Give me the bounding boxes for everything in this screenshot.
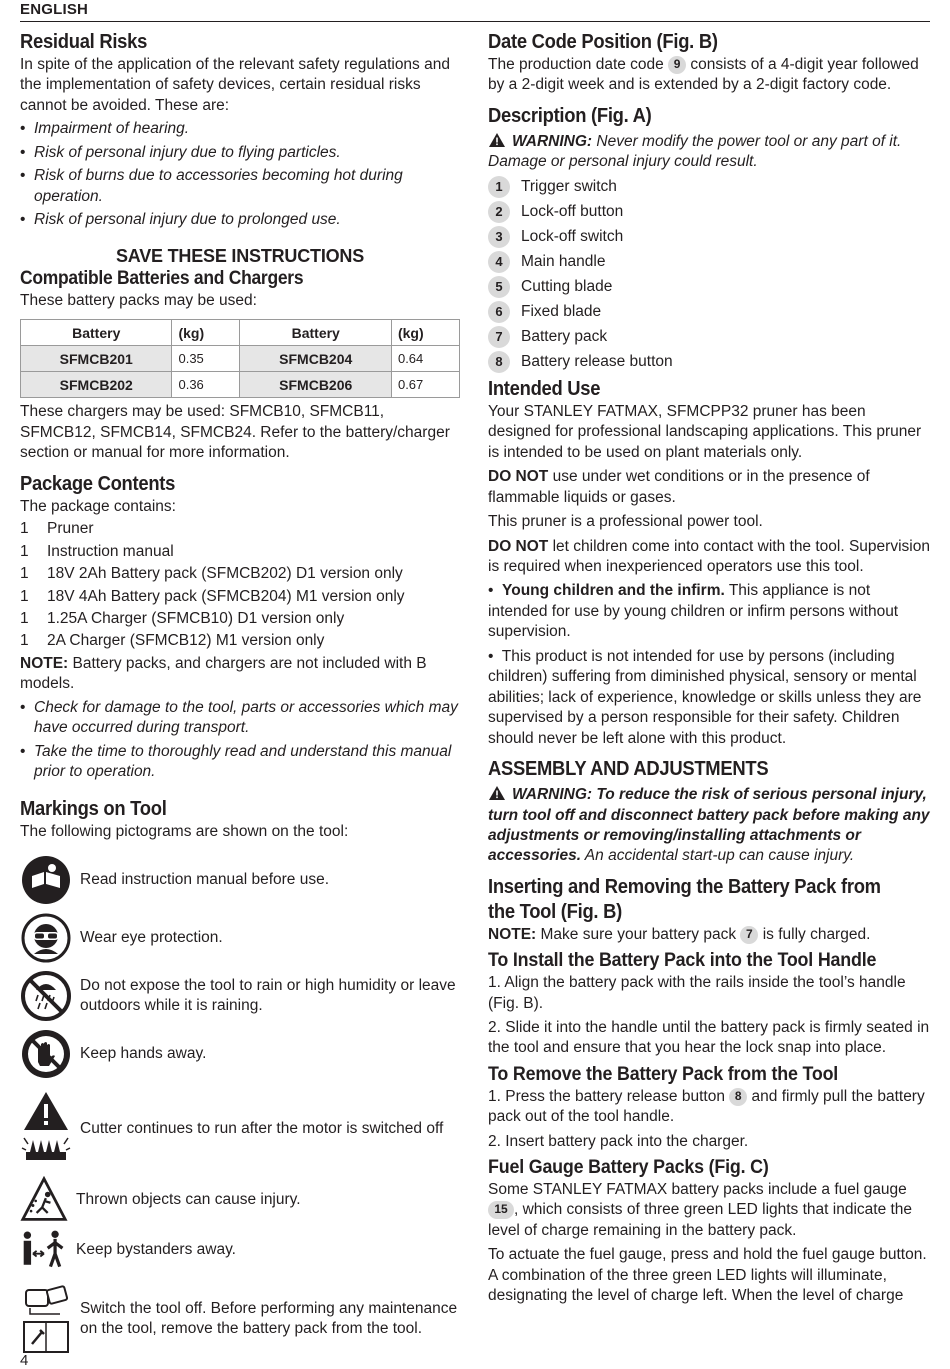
bystanders-icon	[20, 1226, 68, 1274]
list-item: 1 Instruction manual	[20, 542, 174, 560]
residual-intro: In spite of the application of the relevant safety regulations and the implementation of safety devices, certain residual risks cannot be avoided. These are:	[20, 56, 450, 114]
table-row	[21, 346, 460, 372]
intended-bullet: • This product is not intended for use by persons (including children) suffering from diminished physical, sensory or mental abilities; lack of experience, knowledge or skills unless they are supervised by a person responsible for their safety. Children should never be left alone with this product.	[488, 647, 922, 747]
no-rain-icon	[20, 970, 72, 1022]
pictogram-row	[20, 1284, 460, 1354]
warning-icon	[488, 785, 506, 801]
remove-step: 1. Press the battery release button 8 and firmly pull the battery pack out of the tool handle.	[488, 1087, 925, 1126]
table-cell: SFMCB204	[240, 346, 391, 372]
intended-bullet: • Young children and the infirm. This appliance is not intended for use by young children or infirm persons without supervision.	[488, 582, 899, 641]
callout-number: 9	[668, 56, 686, 74]
read-manual-icon	[20, 854, 72, 906]
install-step: 2. Slide it into the handle until the battery pack is firmly seated in the tool and ensure that you hear the lock snap into place.	[488, 1018, 930, 1057]
compatible-intro: These battery packs may be used:	[20, 291, 257, 309]
compatible-heading: Compatible Batteries and Chargers	[20, 268, 304, 290]
list-item: 1 Trigger switch	[488, 176, 930, 198]
pictogram-text: Read instruction manual before use.	[80, 870, 330, 888]
inserting-note: NOTE: Make sure your battery pack 7 is fully charged.	[488, 925, 871, 943]
list-item: 1 18V 4Ah Battery pack (SFMCB204) M1 version only	[20, 587, 405, 605]
save-instructions-heading: SAVE THESE INSTRUCTIONS	[115, 245, 365, 266]
language-label: ENGLISH	[20, 1, 89, 18]
list-item: 1 Pruner	[20, 520, 94, 538]
intended-text: This pruner is a professional power tool.	[488, 513, 763, 531]
table-header: Battery	[21, 320, 172, 346]
package-bullet: • Take the time to thoroughly read and understand this manual prior to operation.	[20, 742, 452, 781]
pictogram-text: Do not expose the tool to rain or high humidity or leave outdoors while it is raining.	[80, 976, 456, 1015]
list-item: 7 Battery pack	[488, 326, 930, 348]
list-item: 8 Battery release button	[488, 351, 930, 373]
list-item: 4 Main handle	[488, 251, 930, 273]
package-note: NOTE: Battery packs, and chargers are not included with B models.	[20, 654, 427, 693]
intended-use-heading: Intended Use	[488, 377, 601, 400]
install-step: 1. Align the battery pack with the rails inside the tool’s handle (Fig. B).	[488, 974, 906, 1012]
package-intro: The package contains:	[20, 497, 176, 515]
cutter-runs-icon	[20, 1090, 72, 1168]
table-cell: SFMCB202	[21, 372, 172, 398]
inserting-heading: Inserting and Removing the Battery Pack from the Tool (Fig. B)	[488, 875, 881, 923]
keep-hands-away-icon	[20, 1028, 72, 1080]
fuel-gauge-heading: Fuel Gauge Battery Packs (Fig. C)	[488, 1157, 769, 1178]
list-item: 1 2A Charger (SFMCB12) M1 version only	[20, 632, 325, 650]
description-warning: WARNING: Never modify the power tool or any part of it. Damage or personal injury could result.	[488, 132, 902, 171]
markings-intro: The following pictograms are shown on the tool:	[20, 822, 349, 840]
eye-protection-icon	[20, 912, 72, 964]
list-item: 5 Cutting blade	[488, 276, 930, 298]
list-item: 6 Fixed blade	[488, 301, 930, 323]
markings-heading: Markings on Tool	[20, 797, 167, 820]
assembly-heading: ASSEMBLY AND ADJUSTMENTS	[488, 758, 769, 781]
pictogram-row	[20, 1090, 460, 1168]
pictogram-row	[20, 1028, 460, 1080]
fuel-gauge-text: Some STANLEY FATMAX battery packs include a fuel gauge 15 , which consists of three green LED lights that indicate the level of charge remaining in the battery pack.	[488, 1180, 913, 1239]
remove-step: 2. Insert battery pack into the charger.	[488, 1132, 749, 1150]
list-item: 3 Lock-off switch	[488, 226, 930, 248]
pictogram-row	[20, 970, 460, 1022]
list-item: 2 Lock-off button	[488, 201, 930, 223]
assembly-warning: WARNING: To reduce the risk of serious personal injury, turn tool off and disconnect battery pack before making any adjustments or removing/installing attachments or accessories. An accidental start-up can cause injury.	[488, 786, 930, 865]
residual-item: • Risk of personal injury due to prolonged use.	[20, 211, 341, 229]
left-column	[20, 30, 460, 1354]
pictogram-row	[20, 1176, 460, 1224]
table-cell: 0.35	[172, 346, 240, 372]
pictogram-text: Keep hands away.	[80, 1044, 207, 1062]
table-cell: SFMCB201	[21, 346, 172, 372]
intended-text: DO NOT use under wet conditions or in the presence of flammable liquids or gases.	[488, 468, 870, 506]
table-cell: SFMCB206	[240, 372, 391, 398]
pictogram-row	[20, 912, 460, 964]
pictogram-text: Switch the tool off. Before performing any maintenance on the tool, remove the battery pack from the tool.	[80, 1299, 458, 1338]
thrown-objects-icon	[20, 1176, 68, 1224]
residual-item: • Risk of personal injury due to flying particles.	[20, 143, 341, 161]
list-item: 1 18V 2Ah Battery pack (SFMCB202) D1 version only	[20, 565, 403, 583]
table-header: Battery	[240, 320, 391, 346]
table-header: (kg)	[391, 320, 459, 346]
fuel-gauge-text: To actuate the fuel gauge, press and hold the fuel gauge button. A combination of the three green LED lights will illuminate, designating the level of charge left. When the level of charge	[488, 1246, 927, 1305]
table-header: (kg)	[172, 320, 240, 346]
residual-item: • Risk of burns due to accessories becoming hot during operation.	[20, 167, 403, 205]
residual-risks-heading: Residual Risks	[20, 31, 148, 53]
callout-number: 8	[729, 1088, 747, 1106]
remove-battery-icon	[20, 1284, 72, 1354]
pictogram-text: Thrown objects can cause injury.	[76, 1190, 301, 1208]
remove-heading: To Remove the Battery Pack from the Tool	[488, 1063, 839, 1085]
package-contents-heading: Package Contents	[20, 472, 176, 495]
table-cell: 0.36	[172, 372, 240, 398]
battery-table	[20, 319, 460, 398]
table-header-row	[21, 320, 460, 346]
chargers-text: These chargers may be used: SFMCB10, SFMCB11, SFMCB12, SFMCB14, SFMCB24. Refer to the battery/charger section or manual for more information.	[20, 403, 450, 462]
date-code-text: The production date code 9 consists of a 4-digit year followed by a 2-digit week and is extended by a 2-digit factory code.	[488, 56, 919, 94]
pictogram-text: Wear eye protection.	[80, 928, 223, 946]
install-heading: To Install the Battery Pack into the Tool Handle	[488, 950, 877, 972]
date-code-heading: Date Code Position (Fig. B)	[488, 31, 718, 53]
callout-number: 15	[488, 1201, 514, 1219]
intended-text: Your STANLEY FATMAX, SFMCPP32 pruner has been designed for professional landscaping applications. This pruner is intended to be used on plant materials only.	[488, 402, 922, 461]
description-heading: Description (Fig. A)	[488, 104, 652, 127]
pictogram-text: Cutter continues to run after the motor is switched off	[80, 1119, 444, 1137]
package-bullet: • Check for damage to the tool, parts or accessories which may have occurred during transport.	[20, 698, 458, 737]
pictogram-row	[20, 1226, 460, 1274]
residual-item: • Impairment of hearing.	[20, 120, 190, 138]
table-cell: 0.64	[391, 346, 459, 372]
table-cell: 0.67	[391, 372, 459, 398]
table-row	[21, 372, 460, 398]
pictogram-text: Keep bystanders away.	[76, 1240, 236, 1258]
list-item: 1 1.25A Charger (SFMCB10) D1 version only	[20, 609, 345, 627]
right-column	[488, 30, 930, 1306]
callout-number: 7	[740, 926, 758, 944]
warning-icon	[488, 132, 506, 148]
page-number: 4	[20, 1352, 29, 1369]
header-rule	[20, 21, 930, 22]
pictogram-row	[20, 854, 460, 906]
intended-text: DO NOT let children come into contact with the tool. Supervision is required when inexperienced operators use this tool.	[488, 537, 930, 575]
